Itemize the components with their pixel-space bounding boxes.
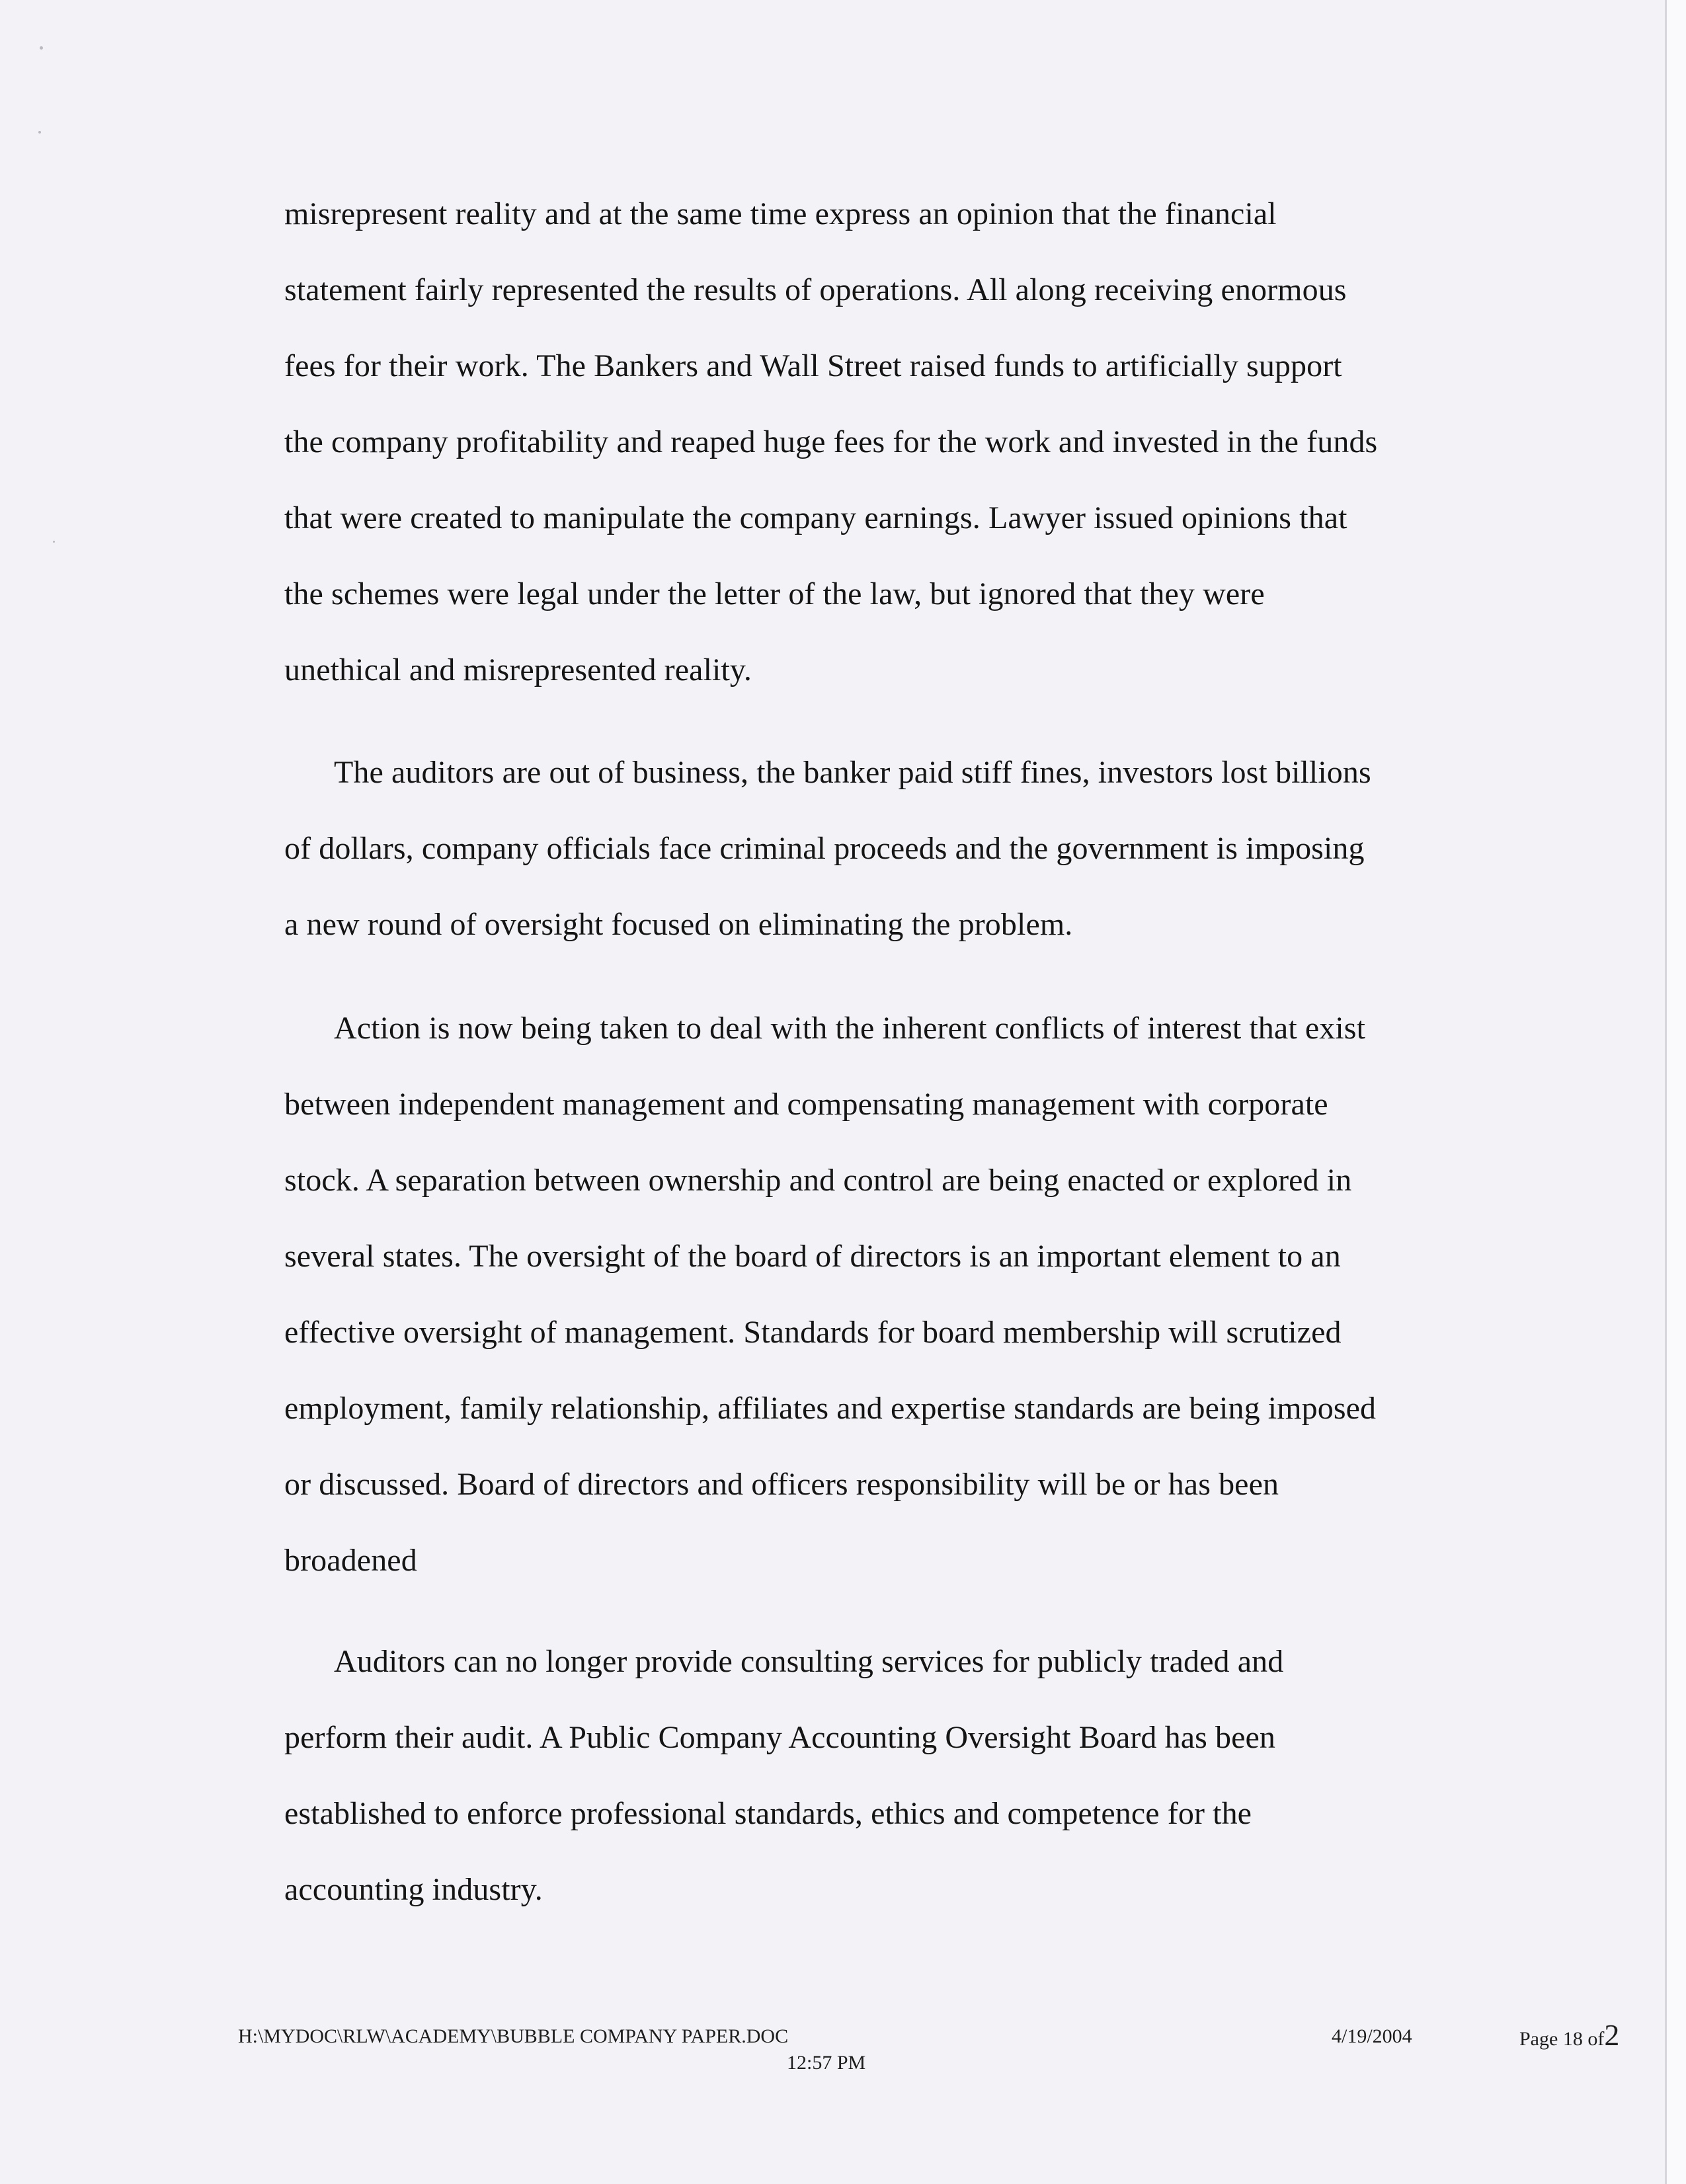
paragraph-3-line-5: effective oversight of management. Standards for board membership will scrutized xyxy=(284,1315,1342,1350)
scan-speck xyxy=(53,541,55,543)
paragraph-1-line-6: the schemes were legal under the letter of the law, but ignored that they were xyxy=(284,576,1265,611)
paragraph-4-line-3: established to enforce professional standards, ethics and competence for the xyxy=(284,1796,1252,1831)
paragraph-1-line-3: fees for their work. The Bankers and Wall Street raised funds to artificially support xyxy=(284,348,1342,383)
footer-date: 4/19/2004 xyxy=(1332,2025,1412,2047)
footer-page-total: 2 xyxy=(1604,2018,1620,2052)
paragraph-1-line-5: that were created to manipulate the company earnings. Lawyer issued opinions that xyxy=(284,500,1347,535)
paragraph-1-line-4: the company profitability and reaped huge fees for the work and invested in the funds xyxy=(284,424,1378,459)
scan-speck xyxy=(38,131,41,134)
footer-page-number xyxy=(1519,2020,1619,2050)
paragraph-2-line-2: of dollars, company officials face criminal proceeds and the government is imposing xyxy=(284,831,1365,866)
footer-time: 12:57 PM xyxy=(787,2052,866,2074)
paragraph-2-line-3: a new round of oversight focused on eliminating the problem. xyxy=(284,907,1073,942)
paragraph-4-line-1: Auditors can no longer provide consulting services for publicly traded and xyxy=(334,1644,1284,1679)
paragraph-4-line-4: accounting industry. xyxy=(284,1872,543,1907)
scan-edge xyxy=(1667,0,1686,2184)
scan-speck xyxy=(40,46,43,50)
paragraph-3-line-7: or discussed. Board of directors and officers responsibility will be or has been xyxy=(284,1467,1279,1502)
footer-file-path: H:\MYDOC\RLW\ACADEMY\BUBBLE COMPANY PAPER.DOC xyxy=(238,2025,789,2047)
footer-page-label: Page 18 of xyxy=(1519,2028,1605,2050)
paragraph-3-line-4: several states. The oversight of the board of directors is an important element to an xyxy=(284,1239,1341,1274)
paragraph-3-line-1: Action is now being taken to deal with the inherent conflicts of interest that exist xyxy=(334,1011,1366,1046)
paragraph-3-line-2: between independent management and compensating management with corporate xyxy=(284,1087,1328,1122)
paragraph-3-line-8: broadened xyxy=(284,1543,417,1578)
paragraph-2-line-1: The auditors are out of business, the banker paid stiff fines, investors lost billions xyxy=(334,755,1371,790)
paragraph-4-line-2: perform their audit. A Public Company Accounting Oversight Board has been xyxy=(284,1720,1276,1755)
paragraph-3-line-3: stock. A separation between ownership and control are being enacted or explored in xyxy=(284,1163,1352,1198)
paragraph-1-line-1: misrepresent reality and at the same time express an opinion that the financial xyxy=(284,196,1277,231)
paragraph-1-line-7: unethical and misrepresented reality. xyxy=(284,652,752,687)
paragraph-3-line-6: employment, family relationship, affiliates and expertise standards are being imposed xyxy=(284,1391,1377,1426)
paragraph-1-line-2: statement fairly represented the results of operations. All along receiving enormous xyxy=(284,272,1347,307)
